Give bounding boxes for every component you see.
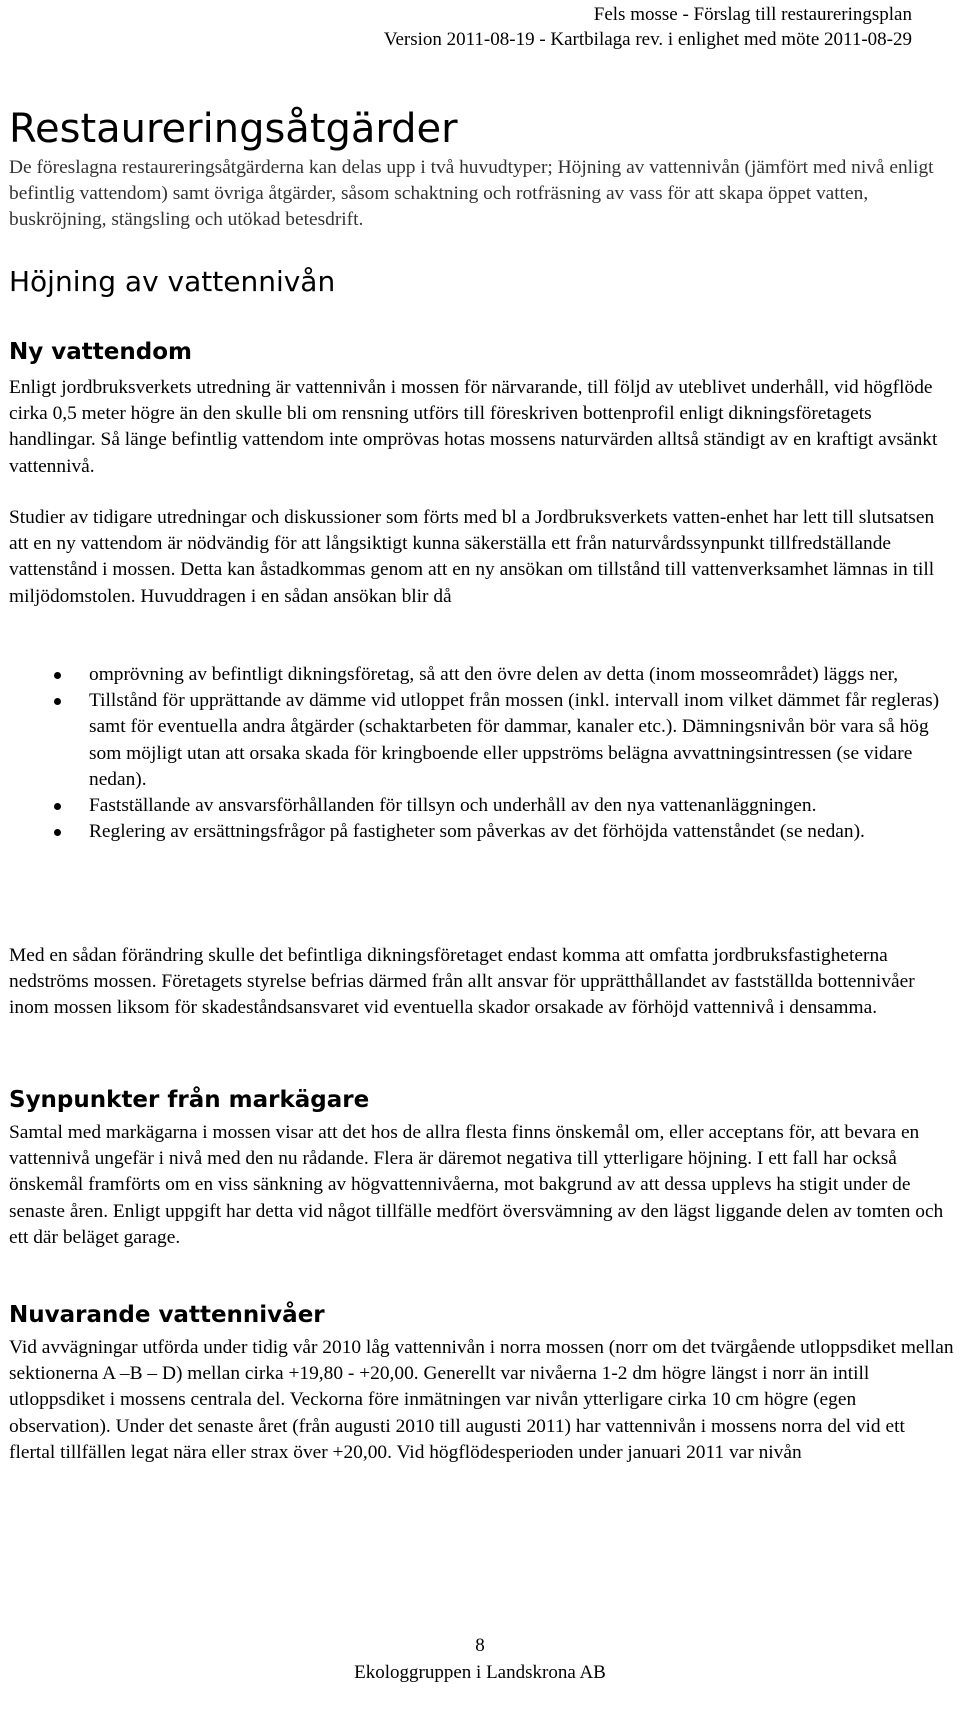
- list-item: [9, 793, 955, 819]
- heading-synpunkter: Synpunkter från markägare: [9, 1087, 370, 1113]
- list-item: [9, 688, 955, 793]
- paragraph-synpunkter: Samtal med markägarna i mossen visar att det hos de allra flesta finns önskemål om, eller acceptans för, att bevara en vattennivå ungefär i nivå med den nu rådande. Flera är däremot negativa till ytterligare höjning. I ett fall har också önskemål framförts om en viss sänkning av högvattennivåerna, mot bakgrund av att dessa upplevs ha stigit under de senaste åren. Enligt uppgift har detta vid något tillfälle medfört översvämning av den lägst liggande delen av tomten och ett där beläget garage.: [9, 1122, 944, 1248]
- list-item-text: Tillstånd för upprättande av dämme vid utloppet från mossen (inkl. intervall inom vilket dämmet får regleras) samt för eventuella andra åtgärder (schaktarbeten för dammar, kanaler etc.). Dämningsnivån bör vara så hög som möjligt utan att orsaka skada för kringboende eller uppströms belägna avvattningsintressen (se vidare nedan).: [89, 690, 940, 790]
- bullet-dot-icon: [54, 672, 61, 679]
- bullet-dot-icon: [54, 803, 61, 810]
- subheading-ny-vattendom: Ny vattendom: [9, 339, 192, 365]
- bullet-dot-icon: [54, 829, 61, 836]
- page-title: Restaureringsåtgärder: [9, 106, 458, 152]
- header-version: Version 2011-08-19 - Kartbilaga rev. i enlighet med möte 2011-08-29: [383, 29, 912, 50]
- heading-nuvarande: Nuvarande vattennivåer: [9, 1302, 325, 1328]
- paragraph-studier: Studier av tidigare utredningar och diskussioner som förts med bl a Jordbruksverkets vatten-enhet har lett till slutsatsen att en ny vattendom är nödvändig för att långsiktigt kunna säkerställa ett från naturvårdssynpunkt tillfredställande vattenstånd i mossen. Detta kan åstadkommas genom att en ny ansökan om tillstånd till vattenverksamhet lämnas in till miljödomstolen. Huvuddragen i en sådan ansökan blir då: [9, 507, 935, 607]
- footer-company: Ekologgruppen i Landskrona AB: [354, 1662, 606, 1683]
- bullet-list: [9, 662, 955, 845]
- heading-hojning: Höjning av vattennivån: [9, 265, 336, 298]
- paragraph-nuvarande: Vid avvägningar utförda under tidig vår 2010 låg vattennivån i norra mossen (norr om det tvärgående utloppsdiket mellan sektionerna A –B – D) mellan cirka +19,80 - +20,00. Generellt var nivåerna 1-2 dm högre längst i norr än intill utloppsdiket i mossens centrala del. Veckorna före inmätningen var nivån ytterligare cirka 10 cm högre (egen observation). Under det senaste året (från augusti 2010 till augusti 2011) har vattennivån i mossens norra del vid ett flertal tillfällen legat nära eller strax över +20,00. Vid högflödesperioden under januari 2011 var nivån: [9, 1337, 954, 1463]
- list-item: [9, 819, 955, 845]
- page-number: 8: [475, 1635, 485, 1656]
- list-item-text: Reglering av ersättningsfrågor på fastigheter som påverkas av det förhöjda vattenståndet (se nedan).: [89, 821, 865, 843]
- header-title: Fels mosse - Förslag till restaureringsplan: [593, 4, 912, 25]
- page-header: [384, 2, 912, 52]
- list-item-text: omprövning av befintligt dikningsföretag, så att den övre delen av detta (inom mosseområdet) läggs ner,: [89, 664, 899, 685]
- intro-paragraph: De föreslagna restaureringsåtgärderna kan delas upp i två huvudtyper; Höjning av vattennivån (jämfört med nivå enligt befintlig vattendom) samt övriga åtgärder, såsom schaktning och rotfräsning av vass för att skapa öppet vatten, buskröjning, stängsling och utökad betesdrift.: [9, 157, 934, 231]
- bullet-dot-icon: [54, 698, 61, 705]
- paragraph-forandring: Med en sådan förändring skulle det befintliga dikningsföretaget endast komma att omfatta jordbruksfastigheterna nedströms mossen. Företagets styrelse befrias därmed från allt ansvar för upprätthållandet av fastställda bottennivåer inom mossen liksom för skadeståndsansvaret vid eventuella skador orsakade av förhöjd vattennivå i densamma.: [9, 945, 915, 1019]
- list-item: [9, 662, 955, 688]
- list-item-text: Fastställande av ansvarsförhållanden för tillsyn och underhåll av den nya vattenanläggningen.: [89, 795, 817, 817]
- paragraph-jordbruksverket: Enligt jordbruksverkets utredning är vattennivån i mossen för närvarande, till följd av uteblivet underhåll, vid högflöde cirka 0,5 meter högre än den skulle bli om rensning utförs till föreskriven bottenprofil enligt dikningsföretagets handlingar. Så länge befintlig vattendom inte omprövas hotas mossens naturvärden alltså ständigt av en kraftigt avsänkt vattennivå.: [9, 377, 938, 477]
